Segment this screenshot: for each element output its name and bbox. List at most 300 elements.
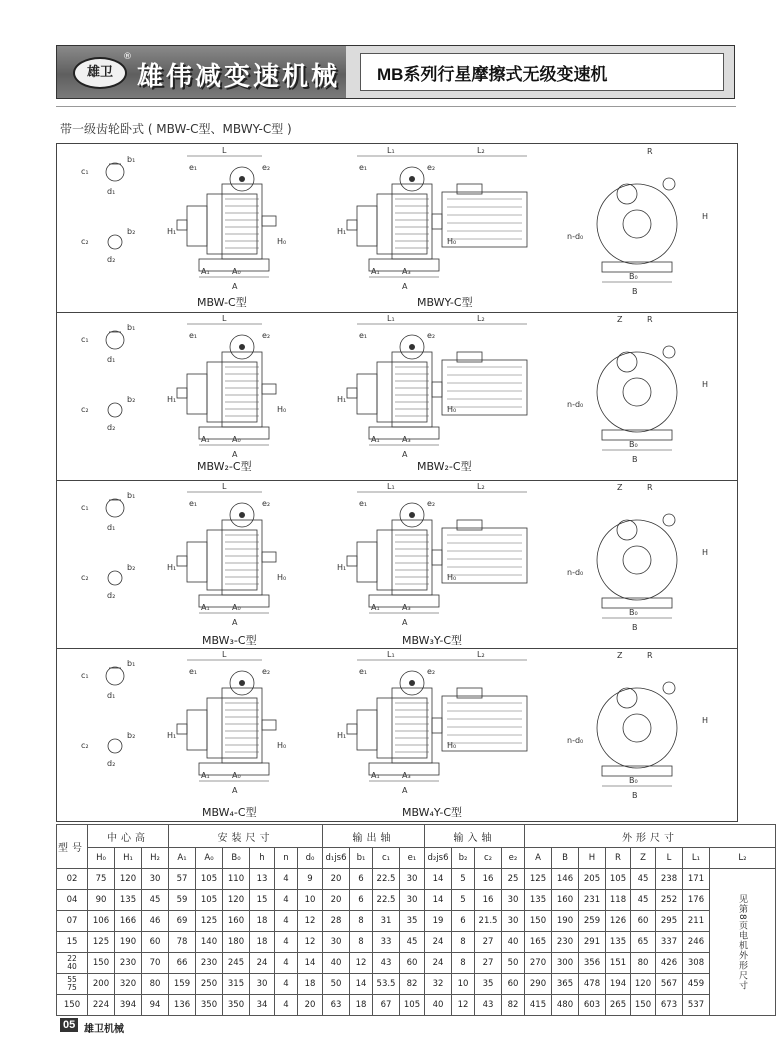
table-cell: 59 — [169, 890, 196, 911]
dimension-label: e₂ — [262, 331, 271, 340]
dimension-label: n-d₀ — [567, 400, 584, 409]
table-cell: 30 — [400, 869, 425, 890]
sub-header-cell: d₁js6 — [323, 848, 350, 869]
handwheel-icon — [663, 178, 675, 190]
table-cell: 265 — [606, 995, 631, 1016]
table-cell: 224 — [88, 995, 115, 1016]
coupling — [432, 382, 442, 397]
dial-center — [409, 176, 415, 182]
dimension-label: H₁ — [167, 395, 177, 404]
dimension-label: e₁ — [359, 667, 368, 676]
table-cell: 136 — [169, 995, 196, 1016]
table-cell: 18 — [250, 932, 275, 953]
table-cell: 150 — [88, 953, 115, 974]
sub-header-cell: c₂ — [475, 848, 502, 869]
sub-header-cell: H₂ — [142, 848, 169, 869]
sub-header-cell: A₀ — [196, 848, 223, 869]
table-cell: 259 — [579, 911, 606, 932]
table-cell: 45 — [400, 932, 425, 953]
dimension-label: d₁ — [107, 355, 116, 364]
table-cell: 365 — [552, 974, 579, 995]
shaft-section-icon — [108, 739, 122, 753]
flange — [357, 374, 377, 414]
table-cell: 21.5 — [475, 911, 502, 932]
table-cell: 16 — [475, 890, 502, 911]
dimension-label: e₁ — [189, 667, 198, 676]
dimension-label: L₂ — [477, 482, 485, 491]
sub-header-cell: B — [552, 848, 579, 869]
dial-center — [239, 680, 245, 686]
table-cell: 350 — [196, 995, 223, 1016]
dimension-label: A — [232, 618, 238, 627]
table-cell: 105 — [196, 890, 223, 911]
coupling — [432, 550, 442, 565]
table-cell: 90 — [88, 890, 115, 911]
table-cell: 40 — [425, 995, 452, 1016]
dimension-label: e₂ — [262, 499, 271, 508]
table-cell: 320 — [115, 974, 142, 995]
table-cell: 63 — [323, 995, 350, 1016]
dimension-label: H₁ — [337, 395, 347, 404]
table-cell: 315 — [223, 974, 250, 995]
dimension-label: e₂ — [427, 667, 436, 676]
table-cell: 171 — [683, 869, 710, 890]
dimension-label: Z — [617, 483, 623, 492]
dimension-label: A₃ — [402, 435, 411, 444]
caption-row4-left: MBW₄-C型 — [202, 806, 257, 819]
sub-header-cell: L — [656, 848, 683, 869]
table-cell: 13 — [250, 869, 275, 890]
base-plate — [602, 598, 672, 608]
sub-header-cell: e₂ — [502, 848, 525, 869]
table-cell: 356 — [579, 953, 606, 974]
table-cell: 126 — [606, 911, 631, 932]
table-cell: 07 — [57, 911, 88, 932]
product-banner — [346, 45, 735, 99]
table-cell: 290 — [525, 974, 552, 995]
shaft-bore — [623, 378, 651, 406]
dimension-label: H₁ — [337, 731, 347, 740]
table-cell: 12 — [452, 995, 475, 1016]
table-cell: 67 — [373, 995, 400, 1016]
dimension-label: A₀ — [232, 267, 241, 276]
table-cell: 19 — [425, 911, 452, 932]
gear-circle — [617, 688, 637, 708]
dimension-label: A — [232, 786, 238, 795]
table-cell: 308 — [683, 953, 710, 974]
table-cell: 50 — [323, 974, 350, 995]
table-cell: 394 — [115, 995, 142, 1016]
table-cell: 125 — [525, 869, 552, 890]
table-cell: 20 — [323, 890, 350, 911]
dimension-label: b₁ — [127, 323, 136, 332]
shaft-section-icon — [108, 235, 122, 249]
motor-note: 见第8页电机外形尺寸 — [710, 869, 776, 1016]
dimension-label: A₁ — [201, 771, 210, 780]
table-cell: 18 — [298, 974, 323, 995]
dimension-label: H — [702, 380, 709, 389]
table-cell: 30 — [250, 974, 275, 995]
dimension-label: R — [647, 147, 653, 156]
table-cell: 120 — [115, 869, 142, 890]
gear-housing — [207, 362, 257, 422]
header-mounting: 安装尺寸 — [169, 825, 323, 848]
dimension-label: A₀ — [232, 435, 241, 444]
dimension-label: e₁ — [189, 331, 198, 340]
dimension-label: H₁ — [167, 731, 177, 740]
sub-header-cell: h — [250, 848, 275, 869]
dimension-label: e₁ — [189, 499, 198, 508]
table-cell: 567 — [656, 974, 683, 995]
table-cell: 75 — [88, 869, 115, 890]
table-cell: 8 — [350, 911, 373, 932]
table-cell: 34 — [250, 995, 275, 1016]
table-cell: 105 — [606, 869, 631, 890]
sub-header-row — [57, 848, 776, 869]
handwheel-icon — [663, 682, 675, 694]
dimension-label: L — [222, 650, 227, 659]
table-cell: 60 — [502, 974, 525, 995]
table-cell: 32 — [425, 974, 452, 995]
table-cell: 337 — [656, 932, 683, 953]
terminal-box — [457, 520, 482, 530]
table-cell: 69 — [169, 911, 196, 932]
table-cell: 415 — [525, 995, 552, 1016]
dimension-label: d₂ — [107, 423, 116, 432]
table-cell: 140 — [196, 932, 223, 953]
dimension-label: B₀ — [629, 272, 638, 281]
output-shaft — [347, 388, 357, 398]
sub-header-cell: H₀ — [88, 848, 115, 869]
table-cell: 150 — [57, 995, 88, 1016]
table-cell: 176 — [683, 890, 710, 911]
sub-header-cell: H₁ — [115, 848, 142, 869]
shaft-section-icon — [106, 499, 124, 517]
shaft-section-icon — [106, 667, 124, 685]
table-row — [57, 953, 776, 974]
input-shaft — [262, 216, 276, 226]
table-cell: 33 — [373, 932, 400, 953]
caption-row3-right: MBW₃Y-C型 — [402, 634, 462, 647]
dimension-label: H₀ — [447, 573, 457, 582]
header-model: 型号 — [57, 825, 88, 869]
dimension-label: L₁ — [387, 146, 395, 155]
header-output-shaft: 输出轴 — [323, 825, 425, 848]
table-row — [57, 995, 776, 1016]
dimension-label: d₂ — [107, 759, 116, 768]
table-cell: 25 — [502, 869, 525, 890]
dimension-label: b₂ — [127, 395, 136, 404]
table-cell: 30 — [142, 869, 169, 890]
dimension-label: c₂ — [81, 573, 89, 582]
dimension-label: H — [702, 716, 709, 725]
table-cell: 673 — [656, 995, 683, 1016]
handwheel-icon — [663, 346, 675, 358]
dimension-label: c₁ — [81, 503, 89, 512]
output-shaft — [177, 556, 187, 566]
table-cell: 28 — [323, 911, 350, 932]
dimension-label: B — [632, 791, 638, 800]
table-row — [57, 932, 776, 953]
table-cell: 150 — [631, 995, 656, 1016]
flange — [357, 542, 377, 582]
dimension-label: B₀ — [629, 608, 638, 617]
table-cell: 295 — [656, 911, 683, 932]
table-cell: 20 — [298, 995, 323, 1016]
shaft-bore — [623, 210, 651, 238]
sub-header-cell: d₀ — [298, 848, 323, 869]
table-cell: 60 — [142, 932, 169, 953]
table-cell: 194 — [606, 974, 631, 995]
spec-table — [56, 824, 776, 1016]
gear-housing — [377, 362, 427, 422]
dimension-label: H₀ — [277, 405, 287, 414]
dimension-label: H₁ — [167, 563, 177, 572]
dimension-label: B — [632, 623, 638, 632]
dimension-label: A₁ — [201, 267, 210, 276]
dial-center — [239, 344, 245, 350]
table-cell: 120 — [223, 890, 250, 911]
table-cell: 160 — [223, 911, 250, 932]
dimension-label: e₂ — [427, 499, 436, 508]
table-cell: 105 — [400, 995, 425, 1016]
dimension-label: H₀ — [447, 405, 457, 414]
table-cell: 200 — [88, 974, 115, 995]
table-cell: 5 — [452, 890, 475, 911]
dimension-label: B — [632, 455, 638, 464]
dimension-label: L₂ — [477, 146, 485, 155]
table-cell: 190 — [552, 911, 579, 932]
gear-housing — [377, 194, 427, 254]
dimension-label: A₁ — [201, 435, 210, 444]
table-cell: 350 — [223, 995, 250, 1016]
table-cell: 27 — [475, 932, 502, 953]
dimension-label: e₂ — [262, 163, 271, 172]
dimension-label: A₁ — [371, 435, 380, 444]
terminal-box — [457, 184, 482, 194]
gear-circle — [617, 352, 637, 372]
table-cell: 94 — [142, 995, 169, 1016]
shaft-section-icon — [106, 163, 124, 181]
dimension-label: e₂ — [262, 667, 271, 676]
sub-header-cell: n — [275, 848, 298, 869]
table-cell: 50 — [502, 953, 525, 974]
dimension-label: B₀ — [629, 440, 638, 449]
header-center-height: 中心高 — [88, 825, 169, 848]
table-row — [57, 869, 776, 890]
dimension-label: A — [402, 282, 408, 291]
dimension-label: L — [222, 482, 227, 491]
gear-housing — [377, 530, 427, 590]
table-cell: 211 — [683, 911, 710, 932]
dimension-label: A — [232, 450, 238, 459]
header-overall: 外形尺寸 — [525, 825, 776, 848]
table-cell: 66 — [169, 953, 196, 974]
output-shaft — [347, 556, 357, 566]
table-cell: 180 — [223, 932, 250, 953]
table-cell: 105 — [196, 869, 223, 890]
gear-circle — [617, 520, 637, 540]
caption-row3-left: MBW₃-C型 — [202, 634, 257, 647]
sub-header-cell: R — [606, 848, 631, 869]
table-cell: 02 — [57, 869, 88, 890]
output-shaft — [177, 220, 187, 230]
product-title: MB系列行星摩擦式无级变速机 — [377, 65, 608, 84]
table-cell: 4 — [275, 890, 298, 911]
dial-center — [409, 512, 415, 518]
dimension-label: c₁ — [81, 671, 89, 680]
table-cell: 8 — [452, 932, 475, 953]
dimension-label: A₃ — [402, 603, 411, 612]
dimension-label: b₂ — [127, 731, 136, 740]
dimension-label: H₀ — [277, 741, 287, 750]
dial-center — [239, 512, 245, 518]
flange — [187, 542, 207, 582]
footer-brand: 雄卫机械 — [84, 1024, 124, 1035]
dimension-label: d₂ — [107, 591, 116, 600]
dimension-label: L₁ — [387, 314, 395, 323]
table-cell: 238 — [656, 869, 683, 890]
dimension-label: e₁ — [359, 499, 368, 508]
brand-banner — [56, 45, 348, 99]
brand-name: 雄伟减变速机械 — [137, 62, 341, 92]
table-cell: 18 — [250, 911, 275, 932]
output-shaft — [347, 724, 357, 734]
table-cell: 426 — [656, 953, 683, 974]
table-cell: 35 — [475, 974, 502, 995]
dimension-label: L — [222, 314, 227, 323]
table-cell: 190 — [115, 932, 142, 953]
dimension-label: A₃ — [402, 771, 411, 780]
dimension-label: e₁ — [359, 163, 368, 172]
table-cell: 252 — [656, 890, 683, 911]
dimension-label: B — [632, 287, 638, 296]
table-cell: 46 — [142, 911, 169, 932]
coupling — [432, 214, 442, 229]
table-cell: 12 — [350, 953, 373, 974]
dimension-label: c₂ — [81, 237, 89, 246]
gear-housing — [207, 698, 257, 758]
caption-row4-right: MBW₄Y-C型 — [402, 806, 462, 819]
gear-housing — [207, 194, 257, 254]
table-cell: 15 — [250, 890, 275, 911]
table-cell: 80 — [142, 974, 169, 995]
sub-header-cell: b₂ — [452, 848, 475, 869]
sub-header-cell: Z — [631, 848, 656, 869]
dimension-label: L₁ — [387, 650, 395, 659]
table-cell: 53.5 — [373, 974, 400, 995]
header-rule — [56, 106, 736, 107]
dimension-label: A — [402, 618, 408, 627]
gear-housing — [377, 698, 427, 758]
section-subtitle: 带一级齿轮卧式 ( MBW-C型、MBWY-C型 ) — [60, 122, 292, 136]
dimension-label: A₃ — [402, 267, 411, 276]
shaft-section-icon — [106, 331, 124, 349]
table-cell: 8 — [350, 932, 373, 953]
table-cell: 12 — [298, 932, 323, 953]
table-cell: 160 — [552, 890, 579, 911]
table-cell: 14 — [350, 974, 373, 995]
dimension-label: b₁ — [127, 155, 136, 164]
technical-drawings — [57, 144, 737, 821]
table-cell: 40 — [502, 932, 525, 953]
table-cell: 120 — [631, 974, 656, 995]
sub-header-cell: e₁ — [400, 848, 425, 869]
dimension-label: c₂ — [81, 741, 89, 750]
dimension-label: Z — [617, 315, 623, 324]
table-cell: 12 — [298, 911, 323, 932]
table-cell: 24 — [250, 953, 275, 974]
table-cell: 14 — [425, 869, 452, 890]
dimension-label: A₀ — [232, 771, 241, 780]
input-shaft — [262, 552, 276, 562]
caption-row2-left: MBW₂-C型 — [197, 460, 252, 473]
dimension-label: b₂ — [127, 227, 136, 236]
dimension-label: b₁ — [127, 491, 136, 500]
dimension-label: A — [232, 282, 238, 291]
dimension-label: c₁ — [81, 167, 89, 176]
table-cell: 135 — [606, 932, 631, 953]
table-cell: 4 — [275, 932, 298, 953]
table-row — [57, 911, 776, 932]
terminal-box — [457, 688, 482, 698]
table-cell: 246 — [683, 932, 710, 953]
table-cell: 480 — [552, 995, 579, 1016]
table-cell: 231 — [579, 890, 606, 911]
table-cell: 4 — [275, 953, 298, 974]
dimension-label: c₁ — [81, 335, 89, 344]
dial-center — [239, 176, 245, 182]
dimension-label: c₂ — [81, 405, 89, 414]
table-cell: 291 — [579, 932, 606, 953]
table-cell: 82 — [400, 974, 425, 995]
dimension-label: R — [647, 483, 653, 492]
flange — [357, 206, 377, 246]
dimension-label: d₁ — [107, 187, 116, 196]
dimension-label: R — [647, 315, 653, 324]
registered-mark: ® — [123, 52, 132, 62]
table-cell: 125 — [196, 911, 223, 932]
table-cell: 9 — [298, 869, 323, 890]
table-cell: 166 — [115, 911, 142, 932]
page-header — [56, 45, 736, 97]
company-logo: 雄卫 — [73, 57, 127, 89]
table-cell: 14 — [425, 890, 452, 911]
base-plate — [602, 430, 672, 440]
table-cell: 22.5 — [373, 869, 400, 890]
table-cell: 30 — [502, 911, 525, 932]
dimension-label: H₀ — [447, 741, 457, 750]
flange — [187, 206, 207, 246]
dimension-label: e₂ — [427, 331, 436, 340]
dimension-label: d₂ — [107, 255, 116, 264]
dimension-label: n-d₀ — [567, 568, 584, 577]
table-cell: 230 — [552, 932, 579, 953]
table-cell: 4 — [275, 869, 298, 890]
dimension-label: A₁ — [371, 771, 380, 780]
dimension-label: H₀ — [447, 237, 457, 246]
dimension-label: L — [222, 146, 227, 155]
table-cell: 250 — [196, 974, 223, 995]
dimension-label: A₁ — [201, 603, 210, 612]
table-cell: 60 — [631, 911, 656, 932]
dimension-label: d₁ — [107, 523, 116, 532]
dimension-label: A₁ — [371, 603, 380, 612]
table-cell: 45 — [142, 890, 169, 911]
output-shaft — [347, 220, 357, 230]
base-plate — [602, 262, 672, 272]
table-cell: 135 — [115, 890, 142, 911]
